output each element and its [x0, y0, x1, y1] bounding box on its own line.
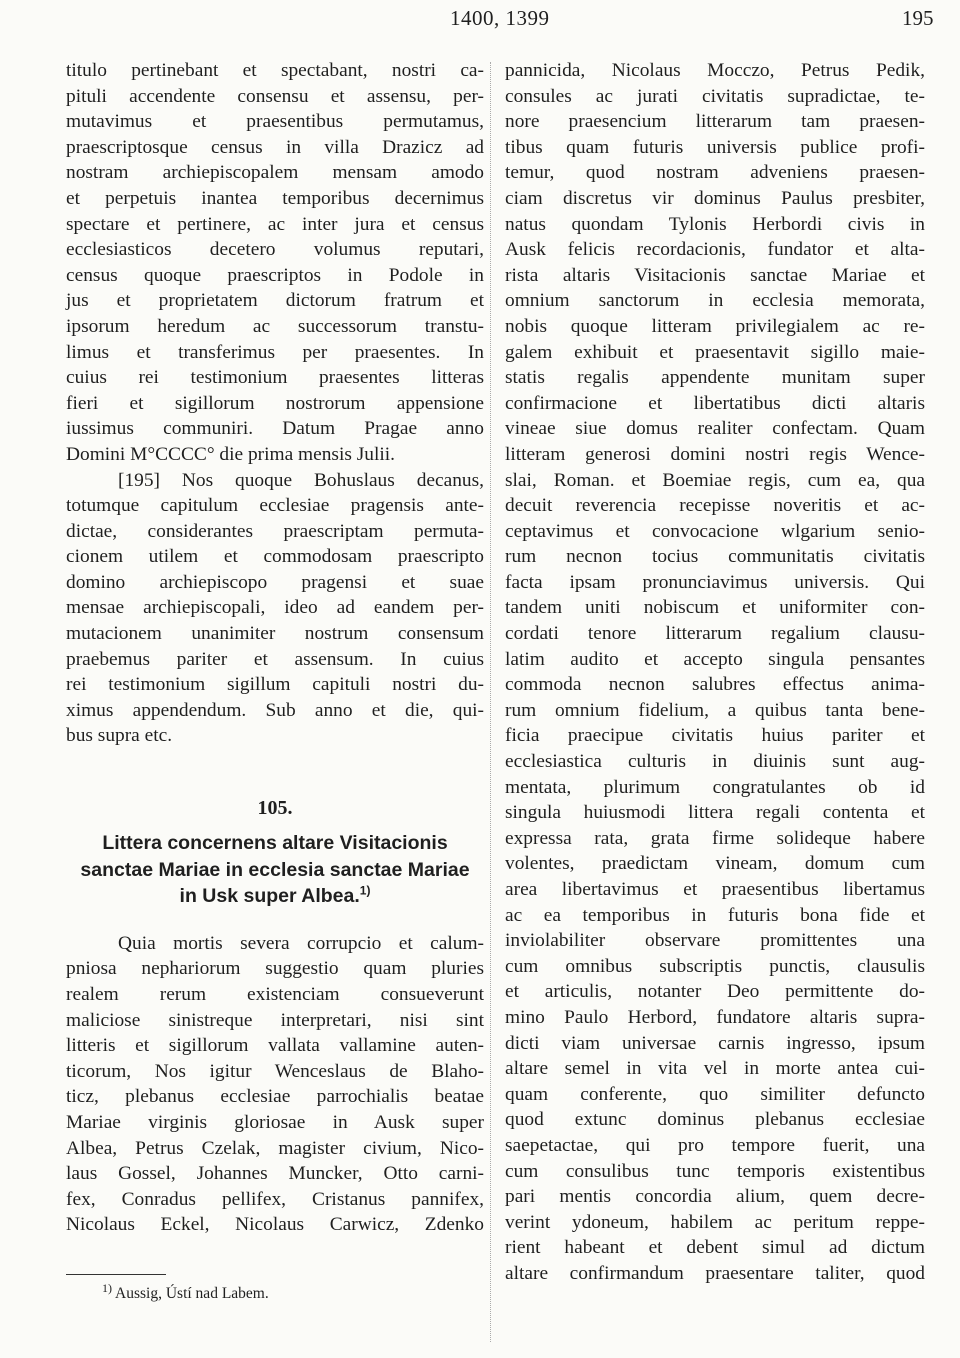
- text-line: statis regalis appendente munitam super: [505, 367, 925, 389]
- text-line: altare semel in vita vel in morte antea cui-: [505, 1058, 925, 1080]
- text-line: expressa rata, grata firme solideque habere: [505, 827, 925, 849]
- text-line: vineae siue domus realiter confectam. Quam: [505, 418, 925, 440]
- text-line: mutavimus et praesentibus permutamus,: [66, 111, 484, 133]
- text-line: area libertavimus et praesentibus libertamus: [505, 879, 925, 900]
- text-line: rum necnon tocius communitatis civitatis: [505, 546, 925, 568]
- text-line: ximus appendendum. Sub anno et die, qui-: [66, 699, 484, 721]
- text-line: tandem uniti nobiscum et uniformiter con-: [505, 597, 925, 619]
- text-line: volentes, praedictam vineam, domum cum: [505, 853, 925, 875]
- text-line: cum omnibus subscriptis punctis, clausulis: [505, 955, 925, 977]
- text-line: singula huiusmodi littera regali contenta et: [505, 802, 925, 824]
- section-heading-line-3: in Usk super Albea.$^{1)}$: [179, 883, 371, 908]
- left-text-block-2: [66, 468, 484, 750]
- text-line: et articulis, notanter Deo permittente do-: [505, 981, 925, 1003]
- text-line: titulo pertinebant et spectabant, nostri ca-: [66, 60, 484, 81]
- text-line: limus et transferimus per praesentes. In: [66, 341, 484, 363]
- text-line: cum consulibus tunc temporis existentibus: [505, 1160, 925, 1182]
- text-line: laus Gossel, Johannes Muncker, Otto carni-: [66, 1163, 484, 1185]
- text-line: bus supra etc.: [66, 725, 173, 747]
- text-line: litteram generosi domini nostri regis Wence-: [505, 443, 925, 465]
- left-text-block-3: [66, 931, 484, 1238]
- text-line: quam conferente, quo similiter defuncto: [505, 1083, 925, 1105]
- text-line: jus et proprietatem dictorum fratrum et: [66, 290, 484, 312]
- text-line: praebemus pariter et assensum. In cuius: [66, 648, 484, 670]
- page-header-years: 1400, 1399: [450, 6, 550, 30]
- text-line: temur, quod nostram adveniens praesen-: [505, 162, 925, 184]
- text-line: confirmacione et libertatibus dicti altaris: [505, 392, 925, 414]
- text-line: maliciose sinistreque interpretari, nisi sint: [66, 1009, 484, 1031]
- text-line: ficia praecipue civitatis huius pariter et: [505, 725, 925, 747]
- text-line: mentata, plurimum congratulantes ob id: [505, 776, 925, 798]
- text-line: Quia mortis severa corrupcio et calum-: [118, 932, 484, 954]
- text-line: pniosa nephariorum suggestio quam pluries: [66, 958, 484, 980]
- text-line: cuius rei testimonium praesentes litteras: [66, 367, 484, 389]
- text-line: rient habeant et debent simul ad dictum: [505, 1237, 925, 1259]
- text-line: Domini M°CCCC° die prima mensis Julii.: [66, 443, 396, 465]
- text-line: commoda necnon salubres effectus anima-: [505, 674, 925, 696]
- text-line: mensae archiepiscopali, ideo ad eandem per-: [66, 597, 484, 619]
- right-text-block: [505, 58, 925, 1287]
- text-line: verint ydoneum, habilem ac peritum reppe-: [505, 1211, 925, 1233]
- text-line: ipsorum heredum ac successorum transtu-: [66, 315, 484, 337]
- text-line: rista altaris Visitacionis sanctae Mariae et: [505, 264, 925, 286]
- section-number: 105.: [257, 797, 293, 820]
- text-line: Ausk felicis recordacionis, fundator et alta-: [505, 239, 925, 261]
- text-line: decuit reverencia recepisse noveritis et ac-: [505, 495, 925, 517]
- text-line: tibus quam futuris universis publice profi-: [505, 136, 925, 158]
- text-line: [195] Nos quoque Bohuslaus decanus,: [118, 469, 484, 491]
- text-line: nostram archiepiscopalem mensam amodo: [66, 162, 484, 184]
- text-line: et perpetuis inantea temporibus decernimus: [66, 187, 484, 209]
- text-line: nore praesencium litterarum tam praesen-: [505, 111, 925, 133]
- text-line: totumque capitulum ecclesiae pragensis ante-: [66, 495, 484, 517]
- text-line: altare confirmandum praesentare taliter, quod: [505, 1262, 925, 1284]
- text-line: facta ipsam pronunciavimus universis. Qui: [505, 571, 925, 593]
- text-line: pari mentis concordia alium, quem decre-: [505, 1186, 925, 1208]
- text-line: realem rerum existenciam consueverunt: [66, 984, 484, 1005]
- text-line: quod extunc dominus plebanus ecclesiae: [505, 1109, 925, 1131]
- footnote-mark: 1): [102, 1280, 112, 1295]
- text-line: fieri et sigillorum nostrorum appensione: [66, 392, 484, 414]
- right-column: [505, 58, 925, 1287]
- text-line: ticz, plebanus ecclesiae parrochialis beatae: [66, 1086, 484, 1108]
- text-line: cionem utilem et commodosam praescripto: [66, 546, 484, 568]
- text-line: mutacionem unanimiter nostrum consensum: [66, 623, 484, 645]
- column-divider: [490, 62, 491, 1342]
- text-line: latim audito et accepto singula pensantes: [505, 648, 925, 670]
- footnote: [66, 1280, 484, 1305]
- text-line: inviolabiliter observare promittentes una: [505, 930, 925, 952]
- text-line: cordati tenore litterarum regalium clausu-: [505, 623, 925, 645]
- section-heading-line-1: Littera concernens altare Visitacionis: [102, 832, 448, 855]
- section-heading-line-2: sanctae Mariae in ecclesia sanctae Mariae: [80, 858, 470, 881]
- text-line: ciam discretus vir dominus Paulus presbiter,: [505, 187, 925, 209]
- text-line: natus quondam Tylonis Herbordi civis in: [505, 213, 925, 235]
- text-line: rei testimonium sigillum capituli nostri du-: [66, 674, 484, 696]
- text-line: fex, Conradus pellifex, Cristanus pannifex,: [66, 1188, 484, 1210]
- text-line: ceptavimus et convocacione wlgarium senio-: [505, 520, 925, 542]
- text-line: saepetactae, qui pro tempore fuerit, una: [505, 1134, 925, 1156]
- text-line: omnium sanctorum in ecclesia memorata,: [505, 290, 925, 312]
- text-line: Albea, Petrus Czelak, magister civium, Nico-: [66, 1137, 484, 1159]
- text-line: rum omnium fidelium, a quibus tanta bene-: [505, 699, 925, 721]
- text-line: ticorum, Nos igitur Wenceslaus de Blaho-: [66, 1060, 484, 1082]
- text-line: ecclesiastica culturis in diuinis sunt aug-: [505, 751, 925, 773]
- text-line: slai, Roman. et Boemiae regis, cum ea, qua: [505, 469, 925, 491]
- text-line: Nicolaus Eckel, Nicolaus Carwicz, Zdenko: [66, 1214, 484, 1236]
- text-line: litteris et sigillorum vallata vallamine auten-: [66, 1035, 484, 1057]
- text-line: consules ac jurati civitatis supradictae, te-: [505, 85, 925, 107]
- text-line: ecclesiasticos decetero volumus reputari,: [66, 239, 484, 261]
- text-line: dictae, considerantes praescriptam permuta-: [66, 520, 484, 542]
- text-line: pituli accendente consensu et assensu, per-: [66, 85, 484, 107]
- text-line: mino Paulo Herbord, fundatore altaris supra-: [505, 1006, 925, 1028]
- text-line: praescriptosque census in villa Drazicz ad: [66, 136, 484, 158]
- text-line: ac ea temporibus in futuris bona fide et: [505, 904, 925, 926]
- heading-footnote-ref: 1): [359, 883, 371, 898]
- left-text-block-1: [66, 58, 484, 468]
- text-line: nobis quoque litteram privilegialem ac re-: [505, 315, 925, 337]
- text-line: dicti viam universae carnis ingresso, ipsum: [505, 1032, 925, 1054]
- text-line: Mariae virginis gloriosae in Ausk super: [66, 1111, 484, 1133]
- footnote-text: Aussig, Ústí nad Labem.: [115, 1284, 269, 1302]
- text-line: galem exhibuit et praesentavit sigillo maie-: [505, 341, 925, 363]
- text-line: domino archiepiscopo pragensi et suae: [66, 571, 484, 593]
- footnote-divider: [66, 1274, 166, 1275]
- text-line: census quoque praescriptos in Podole in: [66, 264, 484, 286]
- text-line: iussimus communiri. Datum Pragae anno: [66, 418, 484, 440]
- page-number: 195: [902, 6, 934, 30]
- left-column: [66, 58, 484, 1305]
- text-line: spectare et pertinere, ac inter jura et census: [66, 213, 484, 235]
- text-line: pannicida, Nicolaus Mocczo, Petrus Pedik,: [505, 60, 925, 81]
